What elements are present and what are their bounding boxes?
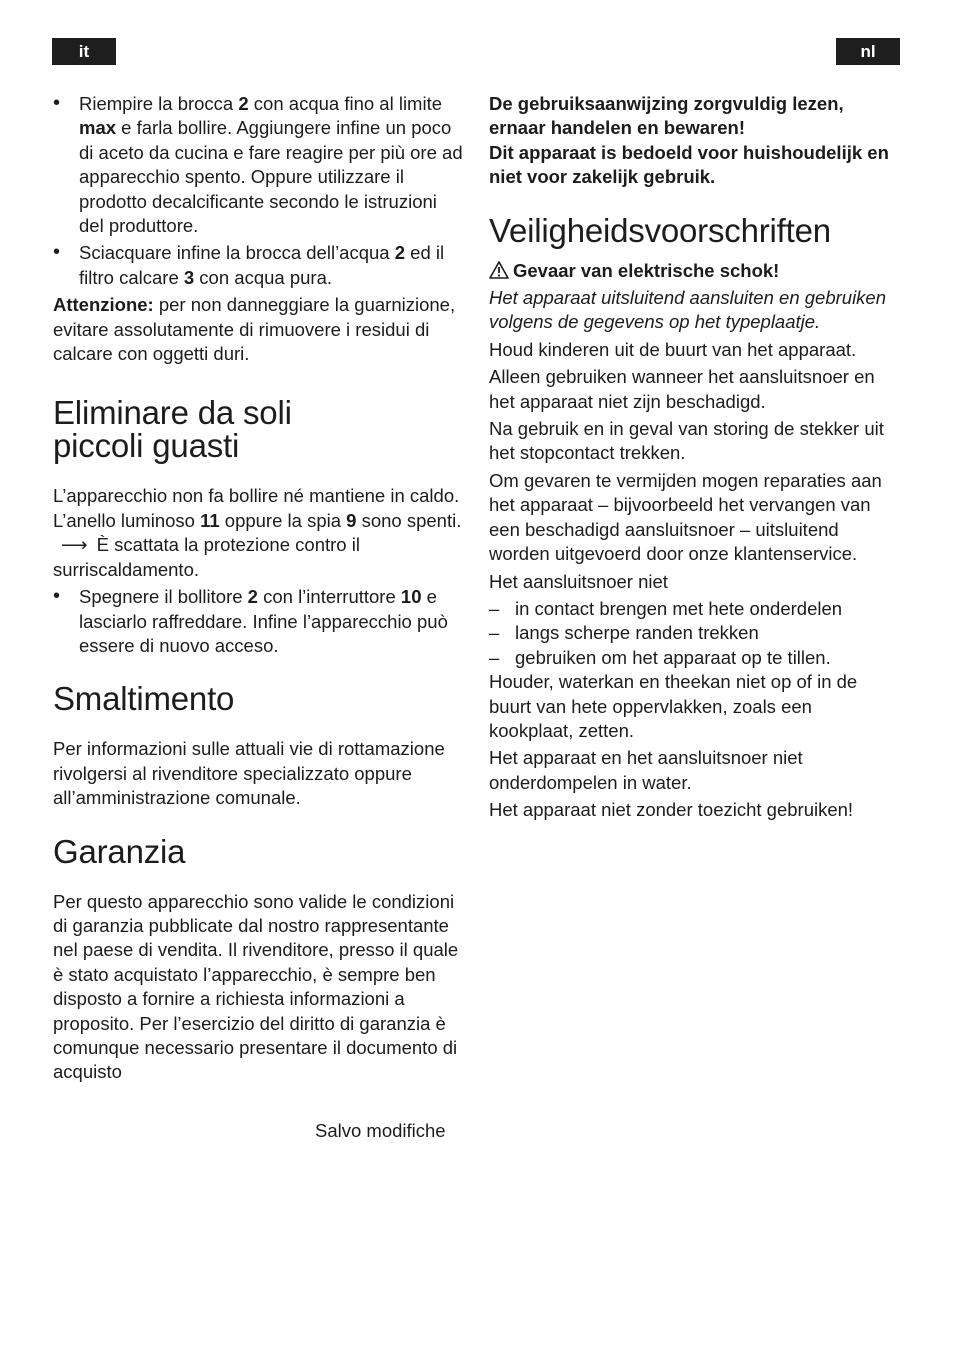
text-span: ed il filtro calcare <box>79 242 445 288</box>
safety-text: Houd kinderen uit de buurt van het apparaat. <box>489 338 857 360</box>
section-title-safety: Veiligheidsvoorschriften <box>489 211 831 249</box>
warning-triangle-icon <box>489 261 509 279</box>
part-number: 11 <box>200 509 220 531</box>
list-item: – langs scherpe randen trekken <box>489 621 899 645</box>
safety-text: Houder, waterkan en theekan niet op of in de buurt van hete oppervlakken, zoals een kookplaat, zetten. <box>489 671 858 741</box>
text-span: Riempire la brocca <box>79 93 239 114</box>
text-span: con acqua fino al limite <box>248 93 443 114</box>
part-number: 10 <box>400 586 422 608</box>
troubleshooting-text <box>53 484 463 582</box>
text-span: con l’interruttore <box>257 586 401 608</box>
italian-column <box>53 92 463 1088</box>
section-title-troubleshooting <box>53 394 463 465</box>
text-span: e farla bollire. Aggiungere infine un poco di aceto da cucina e fare reagire per più ore ad apparecchio spento. Oppure utilizzare il prodotto decalcificante secondo le istruzioni del produttore. <box>79 117 463 237</box>
intro-text: Dit apparaat is bedoeld voor huishoudelijk en niet voor zakelijk gebruik. <box>489 141 889 188</box>
text-span: È scattata la protezione contro il surriscaldamento. <box>53 534 360 580</box>
part-number: 3 <box>183 266 195 288</box>
title-line: Eliminare da soli <box>53 394 292 432</box>
footer-note: Salvo modifiche <box>315 1120 446 1141</box>
warning-text: Gevaar van elektrische schok! <box>513 259 780 281</box>
text-span: con acqua pura. <box>194 266 332 288</box>
safety-text: Het apparaat en het aansluitsnoer niet onderdompelen in water. <box>489 747 803 793</box>
dutch-column <box>489 92 899 826</box>
warranty-text: Per questo apparecchio sono valide le condizioni di garanzia pubblicate dal nostro rappresentante nel paese di vendita. Il rivenditore, presso il quale è stato acquistato l’apparecchio, è sempre ben disposto a fornire a richiesta informazioni a proposito. Per l’esercizio del diritto di garanzia è comunque necessario presentare il documento di acquisto <box>53 890 459 1083</box>
text-span: e lasciarlo raffreddare. Infine l’apparecchio può essere di nuovo acceso. <box>79 586 448 656</box>
part-number: 2 <box>247 586 258 608</box>
disposal-text: Per informazioni sulle attuali vie di rottamazione rivolgersi al rivenditore specializzato oppure all’amministrazione comunale. <box>53 738 445 809</box>
text-span: sono spenti. <box>356 509 462 531</box>
text-span: Sciacquare infine la brocca dell’acqua <box>79 242 395 264</box>
part-number: 2 <box>238 93 249 114</box>
section-title-warranty: Garanzia <box>53 832 186 870</box>
attention-note <box>53 293 463 366</box>
language-tab-nl: nl <box>836 38 900 65</box>
safety-text: Het aansluitsnoer niet <box>489 570 668 592</box>
part-number: 2 <box>394 242 406 264</box>
warning-heading <box>489 259 899 283</box>
list-item <box>53 585 463 658</box>
attention-label: Attenzione: <box>53 294 154 316</box>
attention-text: per non danneggiare la guarnizione, evitare assolutamente di rimuovere i residui di calcare con oggetti duri. <box>53 294 456 365</box>
text-span: L’apparecchio non fa bollire né mantiene in caldo. L’anello luminoso <box>53 485 460 531</box>
list-item: – in contact brengen met hete onderdelen <box>489 597 899 621</box>
arrow-icon: ⟶ <box>61 534 88 556</box>
safety-text: Om gevaren te vermijden mogen reparaties aan het apparaat – bijvoorbeeld het vervangen van een beschadigd aansluitsnoer – uitsluitend worden uitgevoerd door onze klantenservice. <box>489 469 882 565</box>
text-span: oppure la spia <box>219 509 347 531</box>
list-item: – gebruiken om het apparaat op te tillen. <box>489 646 899 670</box>
section-title-disposal: Smaltimento <box>53 680 235 718</box>
safety-text: Het apparaat niet zonder toezicht gebruiken! <box>489 799 854 821</box>
safety-text: Alleen gebruiken wanneer het aansluitsnoer en het apparaat niet zijn beschadigd. <box>489 366 875 412</box>
safety-text: Na gebruik en in geval van storing de stekker uit het stopcontact trekken. <box>489 418 884 464</box>
max-label: max <box>79 117 117 139</box>
language-tab-it: it <box>52 38 116 65</box>
warning-italic: Het apparaat uitsluitend aansluiten en gebruiken volgens de gegevens op het typeplaatje. <box>489 287 887 333</box>
list-item <box>53 92 463 238</box>
intro-text: De gebruiksaanwijzing zorgvuldig lezen, ernaar handelen en bewaren! <box>489 93 844 139</box>
list-item <box>53 241 463 290</box>
title-line: piccoli guasti <box>53 427 240 465</box>
part-number: 9 <box>346 509 357 531</box>
text-span: Spegnere il bollitore <box>79 586 248 608</box>
